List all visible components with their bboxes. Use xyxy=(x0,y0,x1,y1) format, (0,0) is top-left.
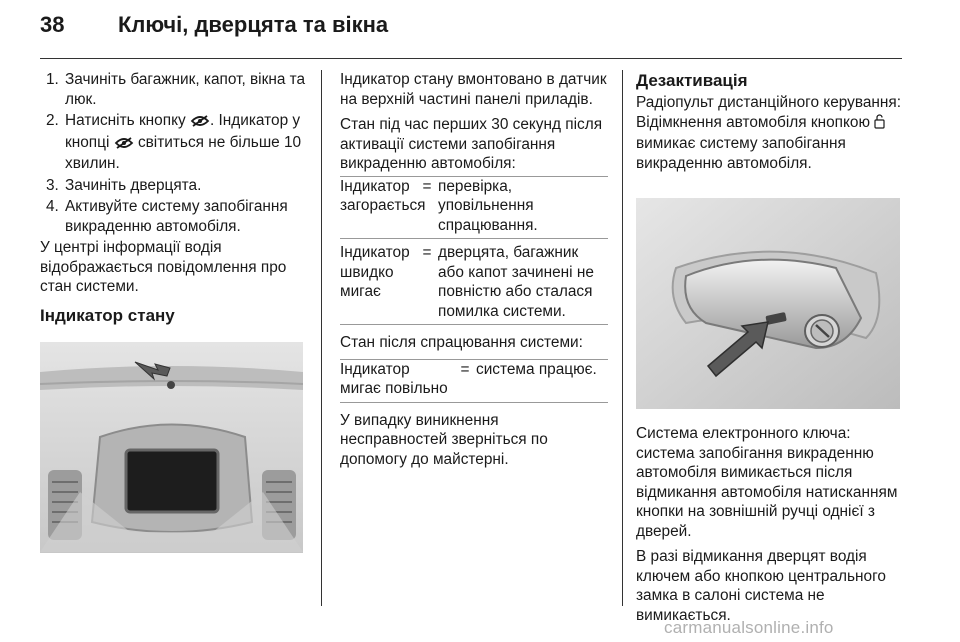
table-row: Індикатор мигає повільно = система працює. xyxy=(340,359,608,403)
unlock-icon xyxy=(874,114,885,135)
list-item: 1. Зачиніть багажник, капот, вікна та люк. xyxy=(46,71,306,108)
door-handle-image xyxy=(636,198,900,409)
sensor-location-text: Індикатор стану вмонтовано в датчик на верхній частині панелі приладів. xyxy=(340,71,607,108)
after-trigger-text: Стан після спрацювання системи: xyxy=(340,334,583,351)
column-right-lower xyxy=(636,424,906,631)
table-row: Індикатор швидко мигає = дверцята, багажник або капот зачинені не повністю або сталася помилка системи. xyxy=(340,243,608,325)
first-30-seconds-text: Стан під час перших 30 секунд після активації системи запобігання викраденню автомобіля: xyxy=(340,116,603,172)
column-middle xyxy=(340,70,608,475)
list-item: 2. Натисніть кнопку . Індикатор у кнопці світиться не більше 10 хвилин. xyxy=(46,112,302,172)
header-divider xyxy=(40,58,902,59)
status-table-triggered xyxy=(340,359,608,403)
table-row: Індикатор загорається = перевірка, уповільнення спрацювання. xyxy=(340,176,608,240)
info-center-note: У центрі інформації водія відображається повідомлення про стан системи. xyxy=(40,239,287,295)
electronic-key-text: Система електронного ключа: система запобігання викраденню автомобіля вимикається після відмикання автомобіля натисканням кнопки на зовнішній ручці однієї з дверей. xyxy=(636,425,898,540)
column-divider xyxy=(321,70,322,606)
section-heading: Дезактивація xyxy=(636,71,748,90)
column-right xyxy=(636,70,906,179)
status-table-initial xyxy=(340,176,608,326)
dashboard-sensor-image xyxy=(40,342,303,553)
page-number: 38 xyxy=(40,12,65,37)
remote-deactivation-text: Радіопульт дистанційного керування: Відімкнення автомобіля кнопкою вимикає систему запобігання викраденню автомобіля. xyxy=(636,94,902,172)
activation-steps xyxy=(40,70,306,236)
page-title: Ключі, дверцята та вікна xyxy=(118,12,389,37)
central-lock-text: В разі відмикання дверцят водія ключем або кнопкою центрального замка в салоні система не вимикається. xyxy=(636,548,886,624)
watermark: carmanualsonline.info xyxy=(664,618,834,637)
page-header xyxy=(0,0,960,58)
malfunction-text: У випадку виникнення несправностей зверніться по допомогу до майстерні. xyxy=(340,411,548,468)
list-item: 3. Зачиніть дверцята. xyxy=(46,176,202,194)
column-left xyxy=(40,70,306,338)
section-heading: Індикатор стану xyxy=(40,305,175,325)
list-item: 4. Активуйте систему запобігання викраденню автомобіля. xyxy=(46,198,288,235)
column-divider xyxy=(622,70,623,606)
alarm-button-icon xyxy=(190,113,210,133)
alarm-button-icon xyxy=(114,135,134,155)
